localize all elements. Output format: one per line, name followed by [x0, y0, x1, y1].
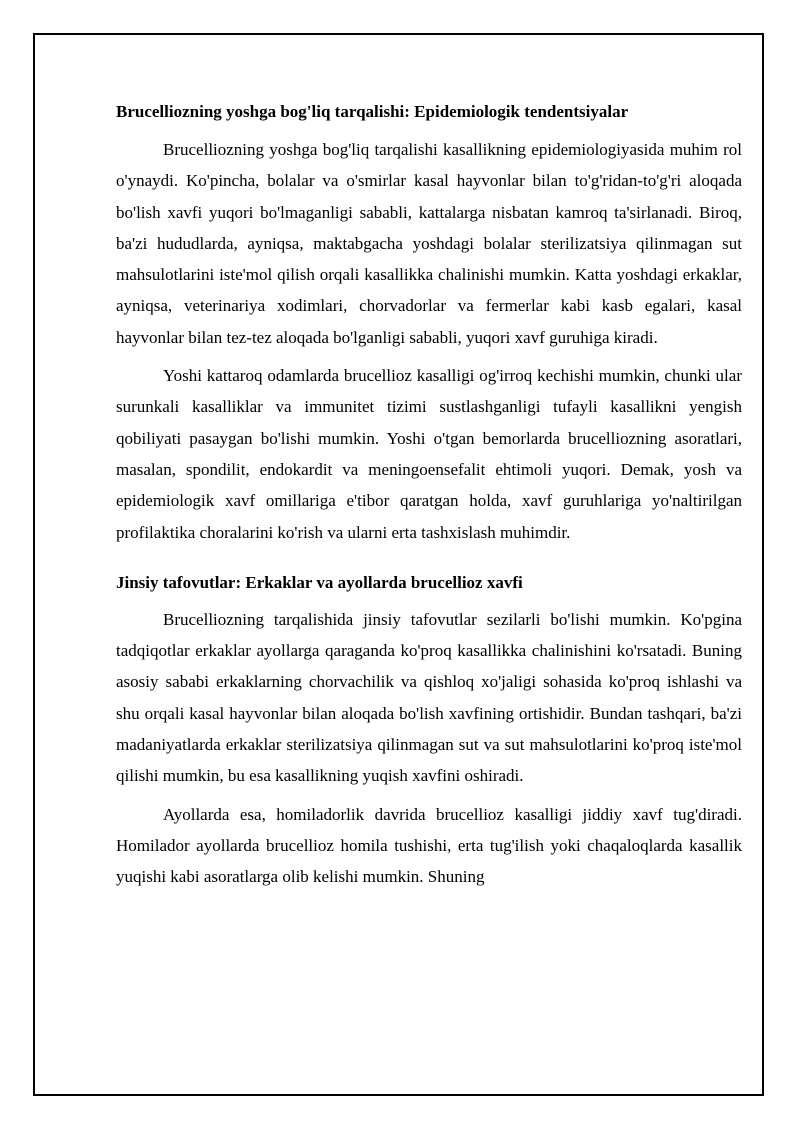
paragraph: Yoshi kattaroq odamlarda brucellioz kasalligi og'irroq kechishi mumkin, chunki ular surunkali kasalliklar va immunitet tizimi sustlashganligi tufayli kasallikni yengish qobiliyati pasaygan bo'lishi mumkin. Yoshi o'tgan bemorlarda brucelliozning asoratlari, masalan, spondilit, endokardit va meningoensefalit ehtimoli yuqori. Demak, yosh va epidemiologik xavf omillariga e'tibor qaratgan holda, xavf guruhlariga yo'naltirilgan profilaktika choralarini ko'rish va ularni erta tashxislash muhimdir. — [116, 366, 742, 542]
document-body — [116, 98, 742, 900]
section-heading-age-distribution: Brucelliozning yoshga bog'liq tarqalishi: Epidemiologik tendentsiyalar — [116, 102, 629, 121]
paragraph: Ayollarda esa, homiladorlik davrida brucellioz kasalligi jiddiy xavf tug'diradi. Homilador ayollarda brucellioz homila tushishi, erta tug'ilish yoki chaqaloqlarda kasallik yuqishi kabi asoratlarga olib kelishi mumkin. Shuning — [116, 804, 742, 887]
paragraph: Brucelliozning tarqalishida jinsiy tafovutlar sezilarli bo'lishi mumkin. Ko'pgina tadqiqotlar erkaklar ayollarga qaraganda ko'proq kasallikka chalinishini ko'rsatadi. Buning asosiy sababi erkaklarning chorvachilik va qishloq xo'jaligi sohasida ko'proq ishlashi va shu orqali kasal hayvonlar bilan aloqada bo'lish xavfining ortishidir. Bundan tashqari, ba'zi madaniyatlarda erkaklar sterilizatsiya qilinmagan sut va sut mahsulotlarini ko'proq iste'mol qilishi mumkin, bu esa kasallikning yuqish xavfini oshiradi. — [116, 609, 742, 786]
paragraph: Brucelliozning yoshga bog'liq tarqalishi kasallikning epidemiologiyasida muhim rol o'ynaydi. Ko'pincha, bolalar va o'smirlar kasal hayvonlar bilan to'g'ridan-to'g'ri aloqada bo'lish xavfi yuqori bo'lmaganligi sababli, kattalarga nisbatan kamroq ta'sirlanadi. Biroq, ba'zi hududlarda, ayniqsa, maktabgacha yoshdagi bolalar sterilizatsiya qilinmagan sut mahsulotlarini iste'mol qilish orqali kasallikka chalinishi mumkin. Katta yoshdagi erkaklar, ayniqsa, veterinariya xodimlari, chorvadorlar va fermerlar kabi kasb egalari, kasal hayvonlar bilan tez-tez aloqada bo'lganligi sababli, yuqori xavf guruhiga kiradi. — [116, 140, 742, 347]
section-heading-gender-differences: Jinsiy tafovutlar: Erkaklar va ayollarda brucellioz xavfi — [116, 572, 523, 592]
